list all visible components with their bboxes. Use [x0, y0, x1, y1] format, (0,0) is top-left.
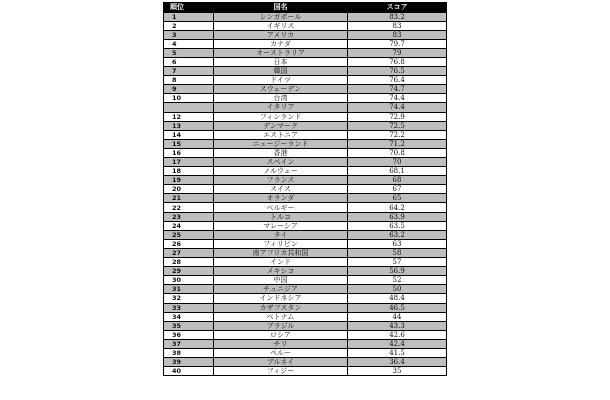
table-row — [164, 112, 447, 121]
score-cell: 35 — [348, 367, 447, 376]
rank-cell: 4 — [164, 39, 214, 48]
table-row — [164, 285, 447, 294]
table-row — [164, 30, 447, 39]
table-body — [164, 12, 447, 376]
table-row — [164, 194, 447, 203]
score-cell: 41.5 — [348, 348, 447, 357]
rank-cell: 25 — [164, 230, 214, 239]
rank-cell: 35 — [164, 321, 214, 330]
country-cell: オランダ — [214, 194, 348, 203]
country-cell: ブラジル — [214, 321, 348, 330]
country-cell: エストニア — [214, 130, 348, 139]
table-row — [164, 348, 447, 357]
rank-cell: 23 — [164, 212, 214, 221]
country-cell: ペルー — [214, 348, 348, 357]
table-row — [164, 21, 447, 30]
table-row — [164, 239, 447, 248]
score-cell: 57 — [348, 258, 447, 267]
table-row — [164, 367, 447, 376]
score-cell: 76.4 — [348, 76, 447, 85]
score-cell: 65 — [348, 194, 447, 203]
table-row — [164, 67, 447, 76]
score-cell: 43.3 — [348, 321, 447, 330]
table-row — [164, 230, 447, 239]
table-row — [164, 139, 447, 148]
rank-cell: 27 — [164, 248, 214, 257]
score-cell: 72.5 — [348, 121, 447, 130]
country-cell: 台湾 — [214, 94, 348, 103]
score-cell: 83.2 — [348, 12, 447, 21]
country-cell: ベトナム — [214, 312, 348, 321]
table-row — [164, 85, 447, 94]
country-cell: 香港 — [214, 148, 348, 157]
country-cell: イタリア — [214, 103, 348, 112]
score-cell: 42.6 — [348, 330, 447, 339]
rank-cell: 20 — [164, 185, 214, 194]
table-row — [164, 312, 447, 321]
table-row — [164, 158, 447, 167]
country-cell: ベルギー — [214, 203, 348, 212]
country-cell: スイス — [214, 185, 348, 194]
country-cell: デンマーク — [214, 121, 348, 130]
rank-cell: 10 — [164, 94, 214, 103]
country-cell: イギリス — [214, 21, 348, 30]
table-row — [164, 221, 447, 230]
rank-cell: 28 — [164, 258, 214, 267]
table-row — [164, 39, 447, 48]
rank-cell: 39 — [164, 358, 214, 367]
table-row — [164, 148, 447, 157]
score-cell: 71.2 — [348, 139, 447, 148]
rank-cell: 17 — [164, 158, 214, 167]
country-cell: アメリカ — [214, 30, 348, 39]
score-cell: 79.7 — [348, 39, 447, 48]
header-country: 国名 — [214, 3, 348, 13]
rank-cell: 6 — [164, 57, 214, 66]
rank-cell: 16 — [164, 148, 214, 157]
rank-cell: 33 — [164, 303, 214, 312]
country-cell: チリ — [214, 339, 348, 348]
rank-cell: 40 — [164, 367, 214, 376]
score-cell: 67 — [348, 185, 447, 194]
rank-cell: 22 — [164, 203, 214, 212]
country-cell: スウェーデン — [214, 85, 348, 94]
table-row — [164, 276, 447, 285]
country-cell: ノルウェー — [214, 167, 348, 176]
table-row — [164, 48, 447, 57]
rank-cell: 1 — [164, 12, 214, 21]
table-row — [164, 94, 447, 103]
table-row — [164, 203, 447, 212]
table-row — [164, 358, 447, 367]
country-cell: ニュージーランド — [214, 139, 348, 148]
score-cell: 63 — [348, 239, 447, 248]
rank-cell: 13 — [164, 121, 214, 130]
score-cell: 46.5 — [348, 303, 447, 312]
score-cell: 50 — [348, 285, 447, 294]
rank-cell: 8 — [164, 76, 214, 85]
country-cell: 中国 — [214, 276, 348, 285]
rank-cell: 36 — [164, 330, 214, 339]
rank-cell: 3 — [164, 30, 214, 39]
score-cell: 76.8 — [348, 57, 447, 66]
rank-cell: 26 — [164, 239, 214, 248]
country-cell: メキシコ — [214, 267, 348, 276]
rank-cell: 9 — [164, 85, 214, 94]
score-cell: 42.4 — [348, 339, 447, 348]
table-row — [164, 176, 447, 185]
country-cell: オーストラリア — [214, 48, 348, 57]
rank-cell: 31 — [164, 285, 214, 294]
country-cell: フランス — [214, 176, 348, 185]
score-cell: 63.9 — [348, 212, 447, 221]
rank-cell: 37 — [164, 339, 214, 348]
table-row — [164, 330, 447, 339]
table-row — [164, 185, 447, 194]
country-cell: 韓国 — [214, 67, 348, 76]
table-row — [164, 321, 447, 330]
rank-cell: 18 — [164, 167, 214, 176]
table-header — [164, 3, 447, 13]
country-cell: インド — [214, 258, 348, 267]
rank-cell: 29 — [164, 267, 214, 276]
score-cell: 44 — [348, 312, 447, 321]
score-cell: 83 — [348, 30, 447, 39]
ranking-table-container — [163, 2, 446, 376]
country-cell: タイ — [214, 230, 348, 239]
score-cell: 72.9 — [348, 112, 447, 121]
table-row — [164, 248, 447, 257]
rank-cell: 7 — [164, 67, 214, 76]
score-cell: 64.2 — [348, 203, 447, 212]
country-cell: カザフスタン — [214, 303, 348, 312]
score-cell: 79 — [348, 48, 447, 57]
header-row — [164, 3, 447, 13]
score-cell: 63.5 — [348, 221, 447, 230]
rank-cell: 12 — [164, 112, 214, 121]
score-cell: 76.5 — [348, 67, 447, 76]
score-cell: 83 — [348, 21, 447, 30]
score-cell: 58 — [348, 248, 447, 257]
score-cell: 68 — [348, 176, 447, 185]
table-row — [164, 303, 447, 312]
score-cell: 74.7 — [348, 85, 447, 94]
score-cell: 68.1 — [348, 167, 447, 176]
table-row — [164, 294, 447, 303]
score-cell: 48.4 — [348, 294, 447, 303]
rank-cell: 34 — [164, 312, 214, 321]
country-cell: マレーシア — [214, 221, 348, 230]
score-cell: 74.4 — [348, 94, 447, 103]
table-row — [164, 212, 447, 221]
rank-cell: 30 — [164, 276, 214, 285]
table-row — [164, 167, 447, 176]
country-cell: チュニジア — [214, 285, 348, 294]
score-cell: 74.4 — [348, 103, 447, 112]
rank-cell: 19 — [164, 176, 214, 185]
table-row — [164, 57, 447, 66]
rank-cell: 21 — [164, 194, 214, 203]
table-row — [164, 76, 447, 85]
rank-cell: 15 — [164, 139, 214, 148]
country-cell: ブルネイ — [214, 358, 348, 367]
score-cell: 56.9 — [348, 267, 447, 276]
country-cell: スペイン — [214, 158, 348, 167]
score-cell: 52 — [348, 276, 447, 285]
ranking-table — [163, 2, 447, 376]
rank-cell — [164, 103, 214, 112]
table-row — [164, 103, 447, 112]
header-rank: 順位 — [164, 3, 214, 13]
score-cell: 70 — [348, 158, 447, 167]
rank-cell: 38 — [164, 348, 214, 357]
rank-cell: 32 — [164, 294, 214, 303]
country-cell: インドネシア — [214, 294, 348, 303]
country-cell: ロシア — [214, 330, 348, 339]
rank-cell: 2 — [164, 21, 214, 30]
country-cell: シンガポール — [214, 12, 348, 21]
score-cell: 63.2 — [348, 230, 447, 239]
country-cell: カナダ — [214, 39, 348, 48]
rank-cell: 14 — [164, 130, 214, 139]
table-row — [164, 339, 447, 348]
country-cell: トルコ — [214, 212, 348, 221]
score-cell: 70.8 — [348, 148, 447, 157]
table-row — [164, 267, 447, 276]
score-cell: 36.4 — [348, 358, 447, 367]
country-cell: 南アフリカ共和国 — [214, 248, 348, 257]
country-cell: フィンランド — [214, 112, 348, 121]
country-cell: ドイツ — [214, 76, 348, 85]
country-cell: 日本 — [214, 57, 348, 66]
table-row — [164, 258, 447, 267]
header-score: スコア — [348, 3, 447, 13]
rank-cell: 24 — [164, 221, 214, 230]
country-cell: フィジー — [214, 367, 348, 376]
country-cell: フィリピン — [214, 239, 348, 248]
score-cell: 72.2 — [348, 130, 447, 139]
table-row — [164, 12, 447, 21]
table-row — [164, 121, 447, 130]
rank-cell: 5 — [164, 48, 214, 57]
table-row — [164, 130, 447, 139]
